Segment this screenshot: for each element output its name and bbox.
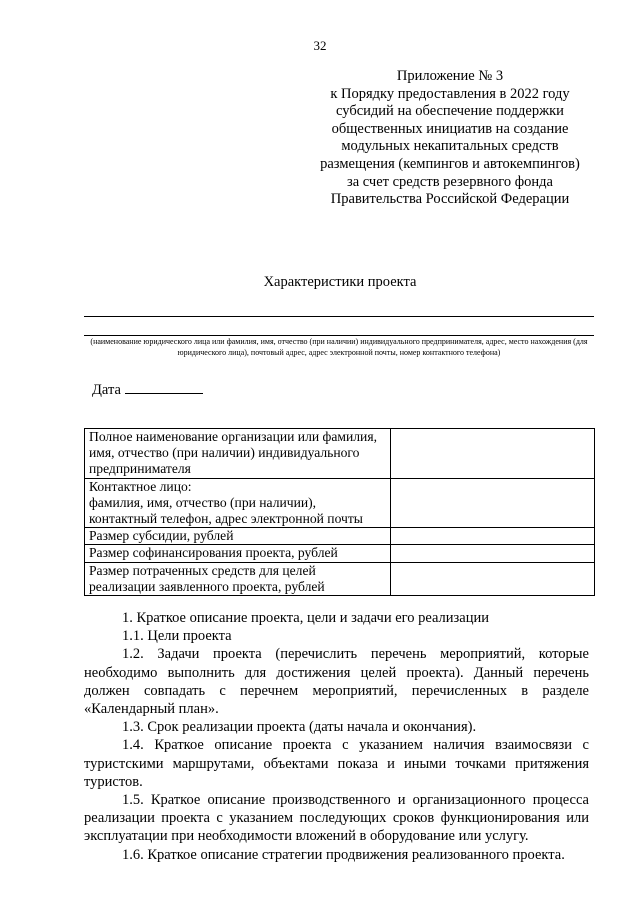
paragraph: 1.6. Краткое описание стратегии продвижения реализованного проекта. (122, 846, 565, 863)
page-number: 32 (313, 38, 327, 53)
table-value-cell (390, 545, 594, 562)
appendix-line: размещения (кемпингов и автокемпингов) (320, 155, 580, 172)
table-row (85, 478, 595, 528)
appendix-line: модульных некапитальных средств (341, 138, 559, 155)
label-line: Полное наименование организации или фамилия, (89, 429, 377, 444)
document-body (84, 609, 589, 864)
paragraph: 1. Краткое описание проекта, цели и задачи его реализации (122, 610, 489, 626)
appendix-line: общественных инициатив на создание (331, 120, 569, 137)
paragraph: 1.5. Краткое описание производственного и организационного процесса реализации проекта с указанием последующих сроков функционирования или эксплуатации при необходимости вложений в оборудование или услугу. (84, 792, 589, 845)
appendix-header (300, 68, 600, 209)
paragraph: 1.3. Срок реализации проекта (даты начала и окончания). (122, 719, 477, 736)
label-line: контактный телефон, адрес электронной почты (89, 511, 363, 527)
table-label-cell (85, 478, 391, 528)
table-row (85, 562, 595, 595)
label-line: Контактное лицо: (89, 478, 192, 494)
date-label: Дата (92, 382, 121, 398)
table-row (85, 545, 595, 562)
document-title: Характеристики проекта (263, 274, 417, 290)
table-row (85, 528, 595, 545)
date-field (92, 381, 203, 399)
date-blank (125, 381, 203, 394)
label-line: Размер софинансирования проекта, рублей (89, 545, 338, 561)
table-value-cell (390, 528, 594, 545)
label-line: Размер субсидии, рублей (89, 528, 234, 544)
project-info-table (84, 428, 595, 596)
label-line: Размер потраченных средств для целей (89, 562, 316, 578)
table-value-cell (390, 429, 594, 479)
field-caption: (наименование юридического лица или фамилия, имя, отчество (при наличии) индивидуального предпринимателя, адрес, место нахождения (для юридического лица), почтовый адрес, адрес электронной почты, номер контактного телефона) (90, 337, 588, 357)
label-line: реализации заявленного проекта, рублей (89, 578, 325, 594)
fill-in-line (84, 316, 594, 317)
label-line: предпринимателя (89, 461, 191, 477)
table-label-cell (85, 429, 391, 479)
table-label-cell (85, 545, 391, 562)
paragraph: 1.4. Краткое описание проекта с указанием наличия взаимосвязи с туристскими маршрутами, объектами показа и иными точками притяжения туристов. (84, 737, 589, 790)
paragraph: 1.2. Задачи проекта (перечислить перечень мероприятий, которые необходимо выполнить для достижения целей проекта). Данный перечень должен совпадать с перечнем мероприятий, перечисленных в разделе «Календарный план». (84, 646, 589, 718)
table-label-cell (85, 528, 391, 545)
table-row (85, 429, 595, 479)
appendix-line: субсидий на обеспечение поддержки (336, 103, 564, 120)
table-value-cell (390, 562, 594, 595)
appendix-line: Приложение № 3 (396, 68, 504, 84)
appendix-line: Правительства Российской Федерации (330, 191, 570, 208)
appendix-line: к Порядку предоставления в 2022 году (330, 85, 570, 102)
table-label-cell (85, 562, 391, 595)
appendix-line: за счет средств резервного фонда (347, 173, 553, 190)
label-line: фамилия, имя, отчество (при наличии), (89, 494, 317, 510)
paragraph: 1.1. Цели проекта (122, 628, 232, 645)
table-value-cell (390, 478, 594, 528)
label-line: имя, отчество (при наличии) индивидуального (89, 445, 360, 461)
